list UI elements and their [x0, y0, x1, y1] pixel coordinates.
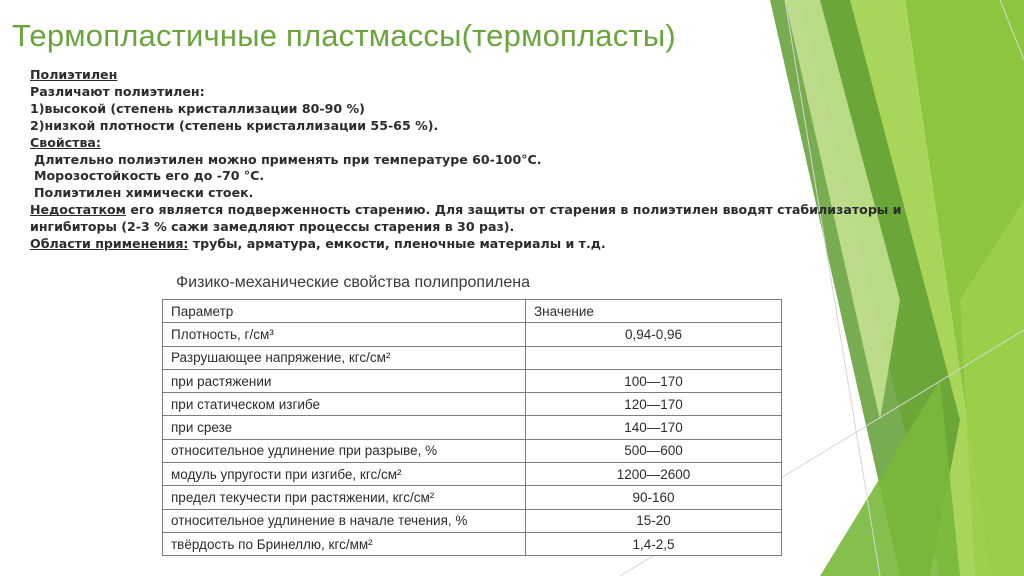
table-row	[163, 393, 782, 416]
property-line-2: Морозостойкость его до -70 °С.	[34, 168, 265, 184]
applications-line	[30, 236, 910, 253]
table-row	[163, 463, 782, 486]
table-caption: Физико-механические свойства полипропилена	[176, 274, 530, 291]
value-cell: 140—170	[526, 416, 782, 439]
param-cell: при статическом изгибе	[163, 393, 526, 416]
value-cell: 100—170	[526, 369, 782, 392]
param-cell: при растяжении	[163, 369, 526, 392]
value-cell	[526, 346, 782, 369]
table-row	[163, 439, 782, 462]
section-heading: Полиэтилен	[30, 67, 118, 82]
table-row	[163, 346, 782, 369]
drawback-label: Недостатком	[30, 202, 126, 218]
value-cell: 1,4-2,5	[526, 532, 782, 555]
type-line-2: 2)низкой плотности (степень кристаллизации 55-65 %).	[30, 117, 439, 133]
property-line-3: Полиэтилен химически стоек.	[34, 185, 254, 201]
page-title: Термопластичные пластмассы(термопласты)	[12, 18, 676, 53]
drawback-line-2: ингибиторы (2-3 % сажи замедляют процессы старения в 30 раз).	[30, 219, 515, 235]
header-value: Значение	[526, 300, 782, 323]
header-param: Параметр	[163, 300, 526, 323]
drawback-text: его является подверженность старению. Для защиты от старения в полиэтилен вводят стабилизаторы и	[125, 202, 902, 218]
param-cell: твёрдость по Бринеллю, кгс/мм²	[163, 532, 526, 555]
value-cell: 90-160	[526, 486, 782, 509]
value-cell: 15-20	[526, 509, 782, 532]
value-cell: 120—170	[526, 393, 782, 416]
param-cell: относительное удлинение в начале течения, %	[163, 509, 526, 532]
value-cell: 1200—2600	[526, 463, 782, 486]
applications-label: Области применения:	[30, 236, 189, 252]
param-cell: относительное удлинение при разрыве, %	[163, 439, 526, 462]
param-cell: предел текучести при растяжении, кгс/см²	[163, 486, 526, 509]
polyethylene-text-block	[30, 67, 910, 253]
value-cell: 500—600	[526, 439, 782, 462]
table-row	[163, 323, 782, 346]
intro-line: Различают полиэтилен:	[30, 83, 205, 99]
param-cell: Плотность, г/см³	[163, 323, 526, 346]
property-line-1: Длительно полиэтилен можно применять при температуре 60-100°С.	[34, 151, 542, 167]
applications-text: трубы, арматура, емкости, пленочные материалы и т.д.	[188, 236, 606, 252]
table-row	[163, 416, 782, 439]
table-header-row	[163, 300, 782, 323]
table-row	[163, 509, 782, 532]
table-row	[163, 486, 782, 509]
table-row	[163, 369, 782, 392]
table-row	[163, 532, 782, 555]
type-line-1: 1)высокой (степень кристаллизации 80-90 %)	[30, 100, 365, 116]
properties-table	[162, 299, 782, 556]
param-cell: при срезе	[163, 416, 526, 439]
properties-label: Свойства:	[30, 134, 101, 150]
value-cell: 0,94-0,96	[526, 323, 782, 346]
param-cell: модуль упругости при изгибе, кгс/см²	[163, 463, 526, 486]
drawback-line	[30, 202, 910, 219]
param-cell: Разрушающее напряжение, кгс/см²	[163, 346, 526, 369]
